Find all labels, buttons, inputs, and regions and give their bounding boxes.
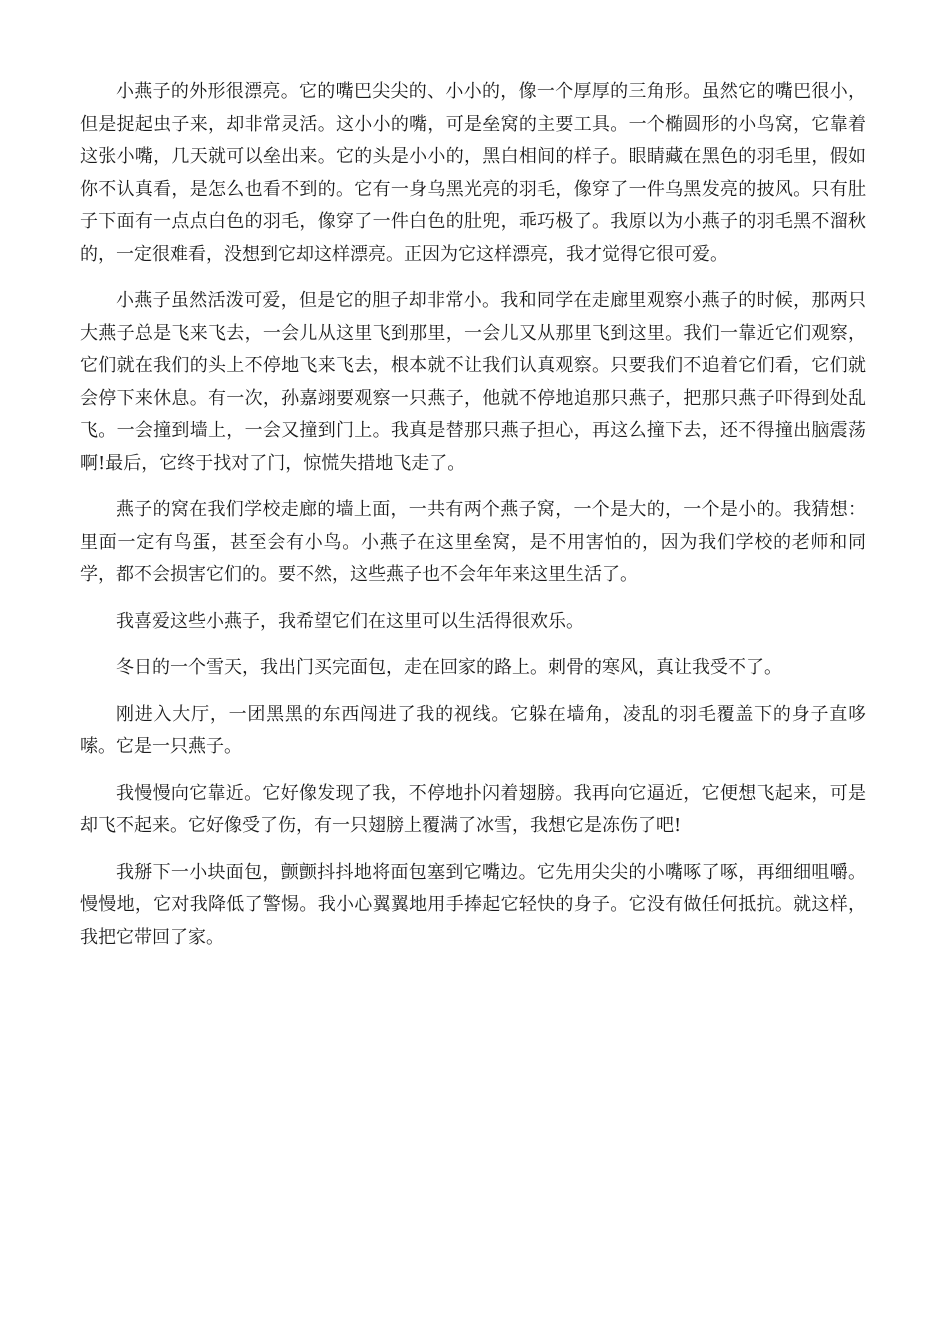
paragraph: 我慢慢向它靠近。它好像发现了我，不停地扑闪着翅膀。我再向它逼近，它便想飞起来，可是却飞不起来。它好像受了伤，有一只翅膀上覆满了冰雪，我想它是冻伤了吧! <box>80 782 866 836</box>
paragraph: 小燕子虽然活泼可爱，但是它的胆子却非常小。我和同学在走廊里观察小燕子的时候，那两只大燕子总是飞来飞去，一会儿从这里飞到那里，一会儿又从那里飞到这里。我们一靠近它们观察，它们就在我们的头上不停地飞来飞去，根本就不让我们认真观察。只要我们不追着它们看，它们就会停下来休息。有一次，孙嘉翊要观察一只燕子，他就不停地追那只燕子，把那只燕子吓得到处乱飞。一会撞到墙上，一会又撞到门上。我真是替那只燕子担心，再这么撞下去，还不得撞出脑震荡啊!最后，它终于找对了门，惊慌失措地飞走了。 <box>80 290 866 474</box>
paragraph: 燕子的窝在我们学校走廊的墙上面，一共有两个燕子窝，一个是大的，一个是小的。我猜想：里面一定有鸟蛋，甚至会有小鸟。小燕子在这里垒窝，是不用害怕的，因为我们学校的老师和同学，都不会损害它们的。要不然，这些燕子也不会年年来这里生活了。 <box>80 499 866 585</box>
paragraph: 小燕子的外形很漂亮。它的嘴巴尖尖的、小小的，像一个厚厚的三角形。虽然它的嘴巴很小，但是捉起虫子来，却非常灵活。这小小的嘴，可是垒窝的主要工具。一个椭圆形的小鸟窝，它靠着这张小嘴，几天就可以垒出来。它的头是小小的，黑白相间的样子。眼睛藏在黑色的羽毛里，假如你不认真看，是怎么也看不到的。它有一身乌黑光亮的羽毛，像穿了一件乌黑发亮的披风。只有肚子下面有一点点白色的羽毛，像穿了一件白色的肚兜，乖巧极了。我原以为小燕子的羽毛黑不溜秋的，一定很难看，没想到它却这样漂亮。正因为它这样漂亮，我才觉得它很可爱。 <box>80 81 866 265</box>
document-body <box>80 76 866 968</box>
paragraph: 刚进入大厅，一团黑黑的东西闯进了我的视线。它躲在墙角，凌乱的羽毛覆盖下的身子直哆嗦。它是一只燕子。 <box>80 703 866 757</box>
paragraph: 我掰下一小块面包，颤颤抖抖地将面包塞到它嘴边。它先用尖尖的小嘴啄了啄，再细细咀嚼。慢慢地，它对我降低了警惕。我小心翼翼地用手捧起它轻快的身子。它没有做任何抵抗。就这样，我把它带回了家。 <box>80 861 866 948</box>
paragraph: 我喜爱这些小燕子，我希望它们在这里可以生活得很欢乐。 <box>116 610 584 632</box>
paragraph: 冬日的一个雪天，我出门买完面包，走在回家的路上。刺骨的寒风，真让我受不了。 <box>116 657 782 678</box>
